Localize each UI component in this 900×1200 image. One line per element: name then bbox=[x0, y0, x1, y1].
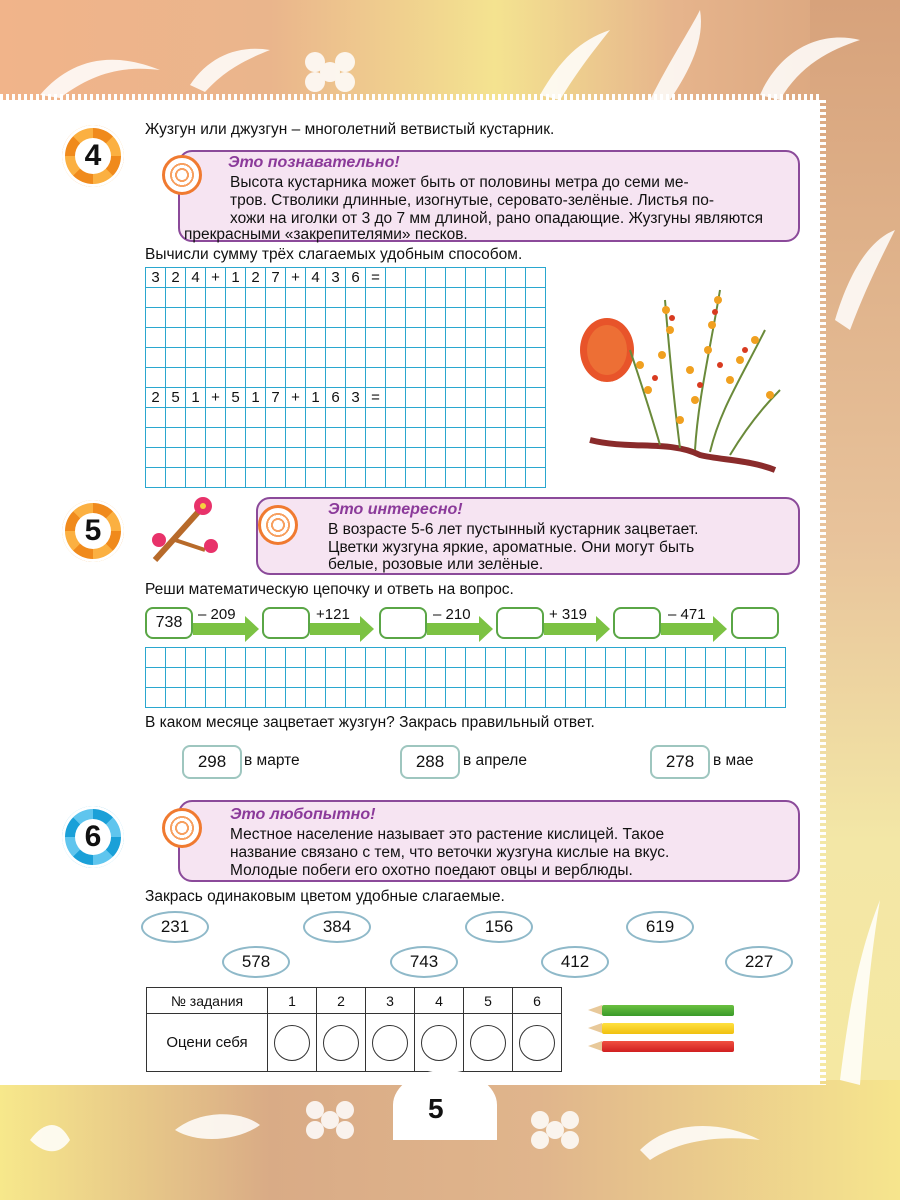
info-title: Это любопытно! bbox=[230, 806, 376, 823]
addend-oval[interactable]: 578 bbox=[222, 946, 290, 978]
task-column-label: 6 bbox=[513, 988, 562, 1014]
addend-oval[interactable]: 619 bbox=[626, 911, 694, 943]
rating-cell bbox=[464, 1014, 513, 1072]
task-5-badge bbox=[62, 500, 124, 562]
expression-symbol: 6 bbox=[331, 389, 340, 406]
task-number: 4 bbox=[75, 138, 111, 174]
addend-oval[interactable]: 384 bbox=[303, 911, 371, 943]
task-column-label: 4 bbox=[415, 988, 464, 1014]
task-5-instruction: Реши математическую цепочку и ответь на вопрос. bbox=[145, 581, 514, 598]
chain-arrow bbox=[427, 623, 481, 635]
rating-circle[interactable] bbox=[372, 1025, 408, 1061]
rating-circle[interactable] bbox=[519, 1025, 555, 1061]
self-evaluation-table bbox=[146, 987, 562, 1072]
info-line: Цветки жузгуна яркие, ароматные. Они могут быть bbox=[328, 539, 695, 556]
answer-option-label: в марте bbox=[244, 752, 300, 769]
rating-circle[interactable] bbox=[470, 1025, 506, 1061]
chain-answer-box[interactable] bbox=[613, 607, 661, 639]
chain-operation: – 209 bbox=[198, 606, 236, 623]
rating-circle[interactable] bbox=[274, 1025, 310, 1061]
expression-symbol: 3 bbox=[151, 269, 160, 286]
info-line: прекрасными «закрепителями» песков. bbox=[184, 226, 468, 243]
expression-symbol: + bbox=[211, 269, 220, 286]
expression-symbol: 5 bbox=[231, 389, 240, 406]
info-line: Местное население называет это растение кислицей. Такое bbox=[230, 826, 665, 843]
chain-answer-box[interactable] bbox=[731, 607, 779, 639]
chain-operation: + 319 bbox=[549, 606, 587, 623]
expression-symbol: + bbox=[291, 269, 300, 286]
answer-option-label: в апреле bbox=[463, 752, 527, 769]
task-4-instruction: Вычисли сумму трёх слагаемых удобным способом. bbox=[145, 246, 523, 263]
addend-oval[interactable]: 412 bbox=[541, 946, 609, 978]
expression-symbol: + bbox=[211, 389, 220, 406]
page-number-tab bbox=[393, 1070, 497, 1140]
page-number: 5 bbox=[428, 1093, 444, 1124]
answer-option-label: в мае bbox=[713, 752, 754, 769]
task-column-label: 3 bbox=[366, 988, 415, 1014]
chain-operation: +121 bbox=[316, 606, 350, 623]
rating-cell bbox=[268, 1014, 317, 1072]
chain-arrow bbox=[310, 623, 362, 635]
task-5-question: В каком месяце зацветает жузгун? Закрась правильный ответ. bbox=[145, 714, 595, 731]
rating-cell bbox=[415, 1014, 464, 1072]
sun-icon bbox=[258, 505, 298, 545]
answer-grid[interactable] bbox=[145, 267, 546, 488]
info-box-interesting bbox=[256, 497, 800, 575]
chain-answer-box[interactable] bbox=[379, 607, 427, 639]
task-number: 5 bbox=[75, 513, 111, 549]
task-number: 6 bbox=[75, 819, 111, 855]
green-pencil-icon bbox=[602, 1005, 734, 1016]
task-column-label: 5 bbox=[464, 988, 513, 1014]
task-column-label: 1 bbox=[268, 988, 317, 1014]
chain-start-box: 738 bbox=[145, 607, 193, 639]
expression-symbol: = bbox=[371, 389, 380, 406]
task-4-intro: Жузгун или джузгун – многолетний ветвистый кустарник. bbox=[145, 121, 555, 138]
sun-icon bbox=[162, 155, 202, 195]
chain-operation: – 471 bbox=[668, 606, 706, 623]
info-line: название связано с тем, что веточки жузгуна кислые на вкус. bbox=[230, 844, 670, 861]
expression-symbol: = bbox=[371, 269, 380, 286]
chain-answer-box[interactable] bbox=[262, 607, 310, 639]
addend-oval[interactable]: 743 bbox=[390, 946, 458, 978]
chain-arrow bbox=[544, 623, 598, 635]
info-line: хожи на иголки от 3 до 7 мм длиной, рано опадающие. Жузгуны являются bbox=[230, 210, 763, 227]
rating-cell bbox=[317, 1014, 366, 1072]
info-line: В возрасте 5-6 лет пустынный кустарник зацветает. bbox=[328, 521, 699, 538]
expression-symbol: 7 bbox=[271, 389, 280, 406]
chain-arrow bbox=[661, 623, 715, 635]
expression-symbol: 1 bbox=[251, 389, 260, 406]
red-pencil-icon bbox=[602, 1041, 734, 1052]
rating-cell bbox=[366, 1014, 415, 1072]
expression-symbol: 4 bbox=[311, 269, 320, 286]
addend-oval[interactable]: 231 bbox=[141, 911, 209, 943]
answer-option-value[interactable]: 288 bbox=[400, 745, 460, 779]
zhuzgun-flower-illustration bbox=[145, 490, 220, 565]
rating-cell bbox=[513, 1014, 562, 1072]
addend-oval[interactable]: 156 bbox=[465, 911, 533, 943]
expression-symbol: 2 bbox=[251, 269, 260, 286]
expression-symbol: + bbox=[291, 389, 300, 406]
info-box-cognitive bbox=[178, 150, 800, 242]
info-line: белые, розовые или зелёные. bbox=[328, 556, 544, 573]
expression-symbol: 5 bbox=[171, 389, 180, 406]
task-number-header: № задания bbox=[147, 988, 268, 1014]
expression-symbol: 6 bbox=[351, 269, 360, 286]
rating-circle[interactable] bbox=[421, 1025, 457, 1061]
expression-symbol: 3 bbox=[351, 389, 360, 406]
expression-symbol: 2 bbox=[171, 269, 180, 286]
answer-option-value[interactable]: 298 bbox=[182, 745, 242, 779]
chain-answer-box[interactable] bbox=[496, 607, 544, 639]
info-line: Молодые побеги его охотно поедают овцы и верблюды. bbox=[230, 862, 633, 879]
task-6-instruction: Закрась одинаковым цветом удобные слагаемые. bbox=[145, 888, 505, 905]
expression-symbol: 7 bbox=[271, 269, 280, 286]
chain-arrow bbox=[193, 623, 247, 635]
task-6-badge bbox=[62, 806, 124, 868]
zhuzgun-shrub-illustration bbox=[570, 270, 790, 480]
expression-symbol: 1 bbox=[231, 269, 240, 286]
info-line: тров. Стволики длинные, изогнутые, серовато-зелёные. Листья по- bbox=[230, 192, 715, 209]
expression-symbol: 4 bbox=[191, 269, 200, 286]
expression-symbol: 3 bbox=[331, 269, 340, 286]
chain-operation: – 210 bbox=[433, 606, 471, 623]
info-title: Это познавательно! bbox=[228, 154, 400, 171]
task-4-badge bbox=[62, 125, 124, 187]
rating-circle[interactable] bbox=[323, 1025, 359, 1061]
answer-option-value[interactable]: 278 bbox=[650, 745, 710, 779]
task-column-label: 2 bbox=[317, 988, 366, 1014]
addend-oval[interactable]: 227 bbox=[725, 946, 793, 978]
info-box-curious bbox=[178, 800, 800, 882]
chain-work-grid[interactable] bbox=[145, 647, 786, 708]
expression-symbol: 1 bbox=[311, 389, 320, 406]
info-line: Высота кустарника может быть от половины метра до семи ме- bbox=[230, 174, 689, 191]
expression-symbol: 1 bbox=[191, 389, 200, 406]
self-rating-label: Оцени себя bbox=[147, 1014, 268, 1072]
sun-icon bbox=[162, 808, 202, 848]
expression-symbol: 2 bbox=[151, 389, 160, 406]
yellow-pencil-icon bbox=[602, 1023, 734, 1034]
info-title: Это интересно! bbox=[328, 501, 463, 518]
